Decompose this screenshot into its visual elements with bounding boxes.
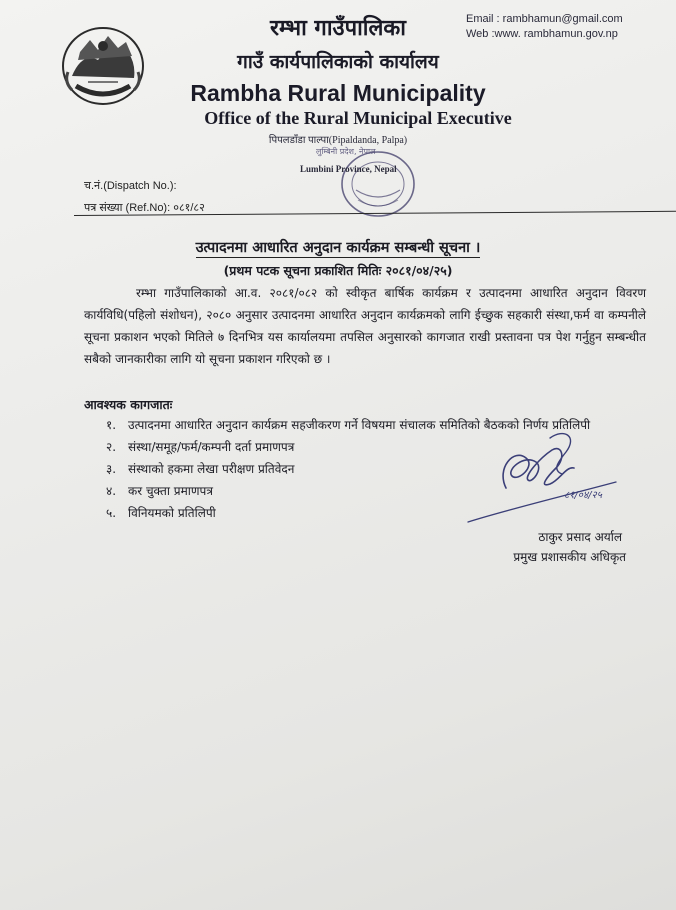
list-item: ५. विनियमको प्रतिलिपी	[106, 506, 216, 520]
reference-label: पत्र संख्या (Ref.No):	[84, 202, 171, 214]
notice-body: रम्भा गाउँपालिकाको आ.व. २०८१/०८२ को स्वीकृत बार्षिक कार्यक्रम र उत्पादनमा आधारित अनुदान विवरण कार्यविधि(पहिलो संशोधन), २०८० अनुसार उत्पादनमा आधारित अनुदान कार्यक्रमको लागि ईच्छुक सहकारी संस्था,फर्म वा कम्पनीले सूचना प्रकाशन भएको मितिले ७ दिनभित्र यस कार्यालयमा तपसिल अनुसारको कागजात राखी प्रस्तावना पत्र पेश गर्नुहुन सम्बन्धीत सबैको जानकारीका लागि यो सूचना प्रकाशन गरिएको छ ।	[84, 286, 646, 366]
municipality-name-nepali: रम्भा गाउँपालिका	[270, 16, 406, 41]
signature-date: ८१/०४/२५	[564, 490, 602, 501]
office-address: पिपलडाँडा पाल्पा(Pipaldanda, Palpa)	[268, 135, 408, 146]
office-name-nepali: गाउँ कार्यपालिकाको कार्यालय	[237, 51, 439, 73]
signature	[466, 418, 626, 528]
signatory-name: ठाकुर प्रसाद अर्याल	[538, 530, 622, 544]
list-item: ४. कर चुक्ता प्रमाणपत्र	[106, 484, 213, 498]
notice-title-text: उत्पादनमा आधारित अनुदान कार्यक्रम सम्बन्धी सूचना ।	[195, 240, 481, 256]
website-text: Web :www. rambhamun.gov.np	[466, 28, 618, 40]
list-item: १. उत्पादनमा आधारित अनुदान कार्यक्रम सहजीकरण गर्ने विषयमा संचालक समितिको बैठकको निर्णय प्रतिलिपी	[106, 418, 591, 432]
email-text: Email : rambhamun@gmail.com	[466, 13, 623, 25]
reference-number	[84, 200, 205, 215]
required-documents-heading: आवश्यक कागजातः	[84, 397, 173, 412]
notice-title	[0, 237, 676, 257]
stamp-province-english: Lumbini Province, Nepal	[300, 164, 397, 174]
stamp-province-nepali: लुम्बिनी प्रदेश, नेपाल	[316, 147, 376, 156]
list-item: ३. संस्थाको हकमा लेखा परीक्षण प्रतिवेदन	[106, 462, 295, 476]
office-stamp	[300, 142, 440, 242]
signatory-title: प्रमुख प्रशासकीय अधिकृत	[513, 550, 626, 564]
list-item: २. संस्था/समूह/फर्म/कम्पनी दर्ता प्रमाणपत्र	[106, 440, 295, 454]
notice-publication-date: (प्रथम पटक सूचना प्रकाशित मितिः २०८१/०४/२५)	[223, 263, 453, 278]
office-name-english: Office of the Rural Municipal Executive	[204, 108, 512, 128]
municipality-name-english: Rambha Rural Municipality	[190, 80, 486, 106]
dispatch-number: च.नं.(Dispatch No.):	[84, 180, 177, 192]
reference-value: ०८१/८२	[173, 202, 205, 214]
